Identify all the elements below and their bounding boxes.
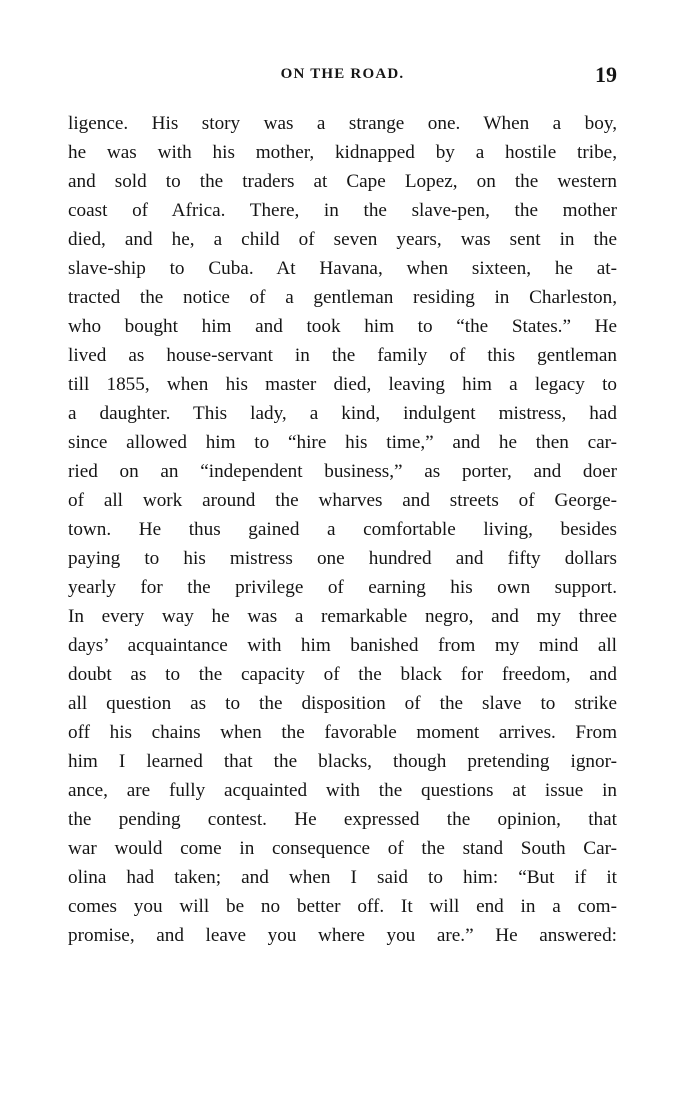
running-head: ON THE ROAD.: [280, 66, 405, 82]
text-line: till 1855, when his master died, leaving him a legacy to: [68, 374, 617, 395]
text-line: coast of Africa. There, in the slave-pen, the mother: [68, 200, 617, 221]
text-line: town. He thus gained a comfortable living, besides: [68, 519, 617, 540]
text-line: who bought him and took him to “the States.” He: [68, 316, 617, 337]
text-line: In every way he was a remarkable negro, and my three: [68, 606, 617, 627]
text-line: comes you will be no better off. It will end in a com-: [68, 896, 617, 917]
page-number: 19: [595, 62, 617, 87]
text-line: olina had taken; and when I said to him: “But if it: [68, 867, 617, 888]
body-text: [68, 109, 617, 950]
text-line: yearly for the privilege of earning his own support.: [68, 577, 617, 598]
text-line: paying to his mistress one hundred and fifty dollars: [68, 548, 617, 569]
text-line: since allowed him to “hire his time,” and he then car-: [68, 432, 617, 453]
text-line: promise, and leave you where you are.” He answered:: [68, 925, 617, 946]
text-line: ried on an “independent business,” as porter, and doer: [68, 461, 617, 482]
page-header: [68, 64, 617, 92]
text-line: of all work around the wharves and streets of George-: [68, 490, 617, 511]
text-line: he was with his mother, kidnapped by a hostile tribe,: [68, 142, 617, 163]
text-line: ance, are fully acquainted with the questions at issue in: [68, 780, 617, 801]
text-line: off his chains when the favorable moment arrives. From: [68, 722, 617, 743]
text-line: tracted the notice of a gentleman residing in Charleston,: [68, 287, 617, 308]
text-line: slave-ship to Cuba. At Havana, when sixteen, he at-: [68, 258, 617, 279]
text-line: and sold to the traders at Cape Lopez, on the western: [68, 171, 617, 192]
text-line: the pending contest. He expressed the opinion, that: [68, 809, 617, 830]
text-line: him I learned that the blacks, though pretending ignor-: [68, 751, 617, 772]
text-line: a daughter. This lady, a kind, indulgent mistress, had: [68, 403, 617, 424]
text-line: lived as house-servant in the family of this gentleman: [68, 345, 617, 366]
text-line: all question as to the disposition of the slave to strike: [68, 693, 617, 714]
text-line: died, and he, a child of seven years, was sent in the: [68, 229, 617, 250]
text-line: days’ acquaintance with him banished from my mind all: [68, 635, 617, 656]
text-line: doubt as to the capacity of the black for freedom, and: [68, 664, 617, 685]
text-line: war would come in consequence of the stand South Car-: [68, 838, 617, 859]
text-line: ligence. His story was a strange one. When a boy,: [68, 113, 617, 134]
